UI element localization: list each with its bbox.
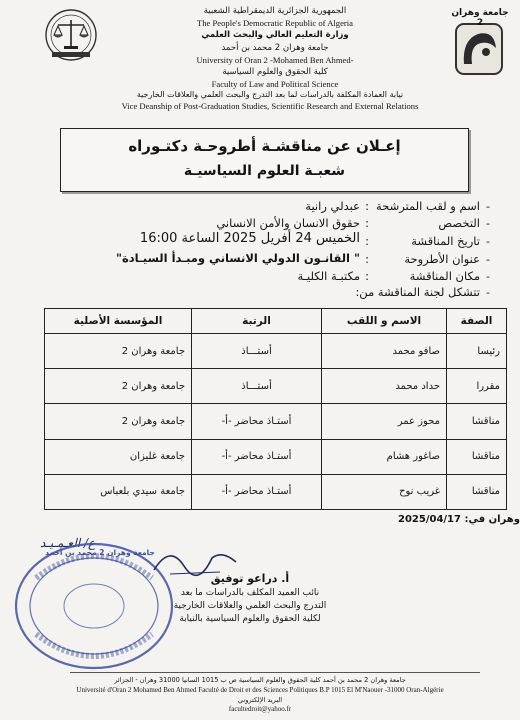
vice-deanship-arabic: نيابة العمادة المكلفة بالدراسات لما بعد التدرج والبحث العلمي والعلاقات الخارجية [136, 90, 404, 99]
member-role: مناقشا [447, 474, 507, 509]
member-rank: أستـاذ محاضر -أ- [192, 404, 322, 439]
member-role: مقررا [447, 369, 507, 404]
republic-arabic: الجمهورية الجزائرية الديمقراطية الشعبية [203, 6, 347, 16]
column-header-rank: الرتبة [192, 309, 322, 334]
column-header-name: الاسم و اللقب [322, 309, 447, 334]
defense-place-label: مكان المناقشة [409, 269, 480, 283]
footer-address-arabic: جامعة وهران 2 محمد بن أحمد كلية الحقوق والعلوم السياسية ص ب 1015 السانيا 31000 وهران - الجزائر [114, 676, 406, 684]
member-role: رئيسا [447, 334, 507, 369]
signatory-title-line-2: التدرج والبحث العلمي والعلاقات الخارجية [173, 601, 327, 611]
member-institution: جامعة وهران 2 [45, 404, 192, 439]
university-logo-text: جامعة وهران 2 [451, 8, 509, 28]
specialty-label: التخصص [438, 216, 480, 230]
defense-date-value: الخميس 24 أفريل 2025 الساعة 16:00 [139, 231, 360, 246]
committee-table [44, 308, 507, 510]
committee-intro: تتشكل لجنة المناقشة من: [355, 285, 480, 299]
footer-divider [70, 672, 480, 673]
thesis-title-value: " القانـون الدولي الانساني ومبـدأ السيـادة" [115, 251, 360, 265]
issue-date: وهران في: 2025/04/17 [398, 514, 520, 525]
stamp-text: جامعة وهران 2 محمد بن أحمد [45, 548, 155, 557]
thesis-title-label: عنوان الأطروحة [404, 252, 480, 266]
announcement-title: إعـلان عن مناقشـة أطروحـة دكتـوراه [128, 137, 401, 155]
signatory-name: أ. دراعو توفيق [210, 572, 290, 585]
table-header-row [45, 309, 507, 334]
faculty-english: Faculty of Law and Political Science [211, 79, 339, 89]
member-rank: أستـاذ محاضر -أ- [192, 474, 322, 509]
table-row [45, 334, 507, 369]
column-header-role: الصفة [447, 309, 507, 334]
member-name: محوز عمر [322, 404, 447, 439]
faculty-arabic: كلية الحقوق والعلوم السياسية [222, 67, 328, 77]
member-rank: أستـــاذ [192, 334, 322, 369]
footer-address-french: Université d'Oran 2 Mohamed Ben Ahmed Faculté de Droit et des Sciences Politiques B.P 1015 El M'Naouer -31000 Oran-Algérie [76, 686, 444, 694]
footer-email: facultedroit@yahoo.fr [228, 705, 292, 713]
discipline-title: شعبـة العلوم السياسيـة [183, 163, 346, 179]
table-row [45, 369, 507, 404]
defense-date-label: تاريخ المناقشة [411, 234, 480, 248]
faculty-scales-logo-icon [44, 8, 98, 62]
vice-deanship-english: Vice Deanship of Post-Graduation Studies, Scientific Research and External Relations [121, 101, 419, 111]
table-row [45, 474, 507, 509]
signatory-title-line-3: لكلية الحقوق والعلوم السياسية بالنيابة [179, 614, 321, 624]
member-institution: جامعة وهران 2 [45, 369, 192, 404]
member-name: صافو محمد [322, 334, 447, 369]
member-institution: جامعة سيدي بلعباس [45, 474, 192, 509]
dean-handwritten-mark: ع/ العـمـيـد [40, 536, 96, 550]
ministry-arabic: وزارة التعليم العالي والبحث العلمي [201, 30, 349, 40]
candidate-name-value: عبدلي رانية [305, 199, 360, 213]
member-name: غريب نوح [322, 474, 447, 509]
column-header-institution: المؤسسة الأصلية [45, 309, 192, 334]
announcement-title-box [60, 128, 469, 192]
footer-email-label: البريد الإلكتروني [237, 696, 283, 704]
defense-place-value: مكتبـة الكليـة [297, 269, 360, 283]
member-name: حداد محمد [322, 369, 447, 404]
document-page: جامعة وهران 2 الجمهورية الجزائرية الديمقراطية الشعبية The People's Democratic Republic of Algeria وزارة التعليم العالي والبحث العلمي جامعة وهران 2 محمد بن أحمد University of Oran 2 -Mohamed Ben Ahmed- كلية الحقوق والعلوم السياسية Faculty of Law and Political Science نيابة العمادة المكلفة بالدراسات لما بعد التدرج والبحث العلمي والعلاقات الخارجية Vice Deanship of Post-Graduation Studies, Scientific Research and External Relations إعـلان عن مناقشـة أطروحـة دكتـوراه شعبـة العلوم السياسيـة - اسم و لقب المترشحة : عبدلي رانية - التخصص : حقوق الانسان والأمن الانساني - تاريخ المناقشة : الخميس 24 أفريل 2025 الساعة 16:00 - عنوان الأطروحة : " القانـون الدولي الانساني ومبـدأ السيـادة" - مكان المناقشة : مكتبـة الكليـة - تتشكل لجنة المناقشة من: الصفة الاسم و اللقب الرتبة المؤسسة الأصلية رئيسا صافو محمد أستـــاذ جامعة وهران 2 مقررا حداد محمد أستـــاذ جامعة وهران 2 مناقشا محوز عمر أستـاذ محاضر -أ- جامعة وهران 2 مناقشا صاغور هشام أستـاذ محاضر -أ- جامعة غليزان مناقشا غريب نوح أستـاذ محاضر -أ- جامعة سيدي بلعباس وهران في: 2025/04/17 ع/ العـمـيـد جامعة وهران 2 محمد بن أحمد أ. دراعو توفيق نائب العميد المكلف بالدراسات ما بعد التدرج والبحث العلمي والعلاقات الخارجية لكلية الحقوق والعلوم السياسية بالنيابة جامعة وهران 2 محمد بن أحمد كلية الحقوق والعلوم السياسية ص ب 1015 السانيا 31000 وهران - الجزائر Université d'Oran 2 Mohamed Ben Ahmed Faculté de Droit et des Sciences Politiques B.P 1015 El M'Naouer -31000 Oran-Algérie البريد الإلكتروني facultedroit@yahoo.fr [0, 0, 520, 720]
member-name: صاغور هشام [322, 439, 447, 474]
member-role: مناقشا [447, 404, 507, 439]
member-rank: أستـــاذ [192, 369, 322, 404]
member-role: مناقشا [447, 439, 507, 474]
member-institution: جامعة وهران 2 [45, 334, 192, 369]
candidate-name-label: اسم و لقب المترشحة [375, 199, 480, 213]
table-row [45, 404, 507, 439]
table-row [45, 439, 507, 474]
republic-english: The People's Democratic Republic of Algeria [197, 18, 353, 28]
signatory-title-line-1: نائب العميد المكلف بالدراسات ما بعد [180, 588, 320, 598]
specialty-value: حقوق الانسان والأمن الانساني [216, 216, 360, 230]
member-institution: جامعة غليزان [45, 439, 192, 474]
university-english: University of Oran 2 -Mohamed Ben Ahmed- [196, 55, 354, 65]
member-rank: أستـاذ محاضر -أ- [192, 439, 322, 474]
university-arabic: جامعة وهران 2 محمد بن أحمد [221, 43, 329, 53]
